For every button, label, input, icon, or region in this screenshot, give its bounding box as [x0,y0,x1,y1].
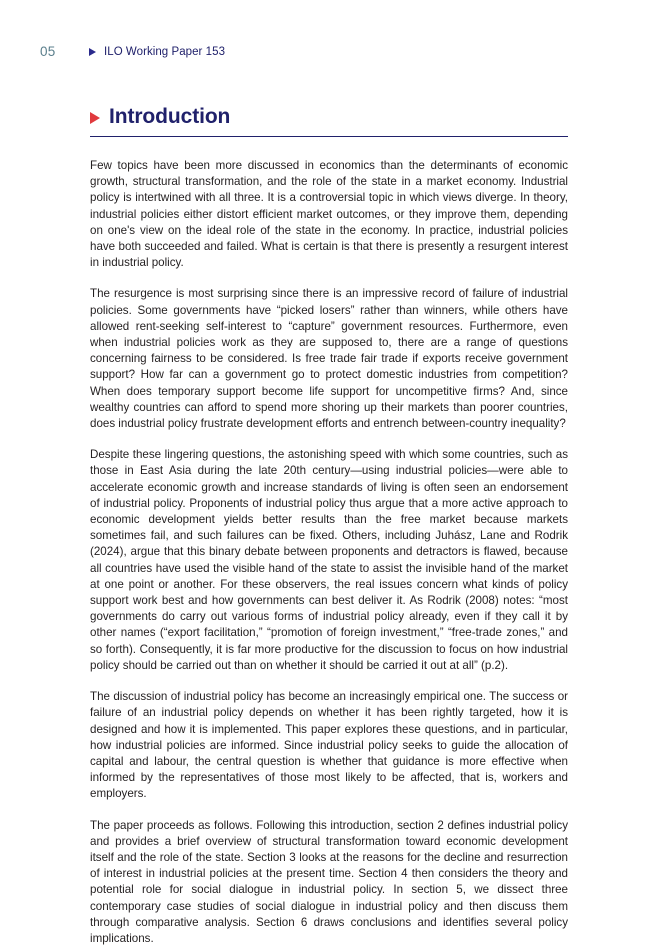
body-text-column [90,158,568,947]
running-header [0,42,662,62]
header-triangle-right-icon [89,42,96,62]
paragraph: Few topics have been more discussed in economics than the determinants of economic growth, structural transformation, and the role of the state in a market economy. Industrial policy is intertwined with all three. It is a controversial topic in which views diverge. In theory, industrial policies either distort efficient market outcomes, or they improve them, depending on one's view on the ideal role of the state in the economy. In practice, industrial policies have both succeeded and failed. What is certain is that there is presently a resurgent interest in industrial policy. [90,159,568,270]
section-triangle-right-icon [90,112,100,124]
paragraph: The discussion of industrial policy has become an increasingly empirical one. The success or failure of an industrial policy depends on whether it has been rightly targeted, how it is designed and how it is implemented. This paper explores these questions, and in particular, how industrial policies are informed. Since industrial policy seeks to guide the allocation of capital and labour, the central question is whether that guidance is more effective when informed by the representatives of those most likely to be affected, that is, workers and employers. [90,690,568,801]
section-heading [90,104,568,130]
running-header-title: ILO Working Paper 153 [104,46,226,58]
page-title: Introduction [109,105,231,128]
paragraph: The resurgence is most surprising since there is an impressive record of failure of industrial policies. Some governments have “picked losers” rather than winners, while others have allowed rent-seeking self-interest to “capture” government resources. Furthermore, even when industrial policies work as they are supposed to, there are a range of questions concerning fairness to be considered. Is free trade fair trade if exports receive government support? How far can a government go to protect domestic industries from competition? When does temporary support become life support for uncompetitive firms? And, since wealthy countries can afford to spend more shoring up their markets than poorer countries, does industrial policy frustrate development efforts and entrench between-country inequality? [90,287,568,431]
page-number: 05 [40,44,56,59]
paragraph: The paper proceeds as follows. Following this introduction, section 2 defines industrial policy and provides a brief overview of structural transformation toward economic development itself and the role of the state. Section 3 looks at the reasons for the decline and resurrection of interest in industrial policies at the present time. Section 4 then considers the theory and potential role for social dialogue in industrial policy. In section 5, we dissect three contemporary case studies of social dialogue in industrial policy and then discuss them through comparative analysis. Section 6 draws conclusions and identifies several policy implications. [90,818,568,945]
heading-divider [90,136,568,137]
paragraph: Despite these lingering questions, the astonishing speed with which some countries, such as those in East Asia during the late 20th century—using industrial policies—were able to accelerate economic growth and increase standards of living is often seen an endorsement of industrial policy. Proponents of industrial policy thus argue that a more active approach to economic development yields better results than the free market because markets sometimes fail, and such failures can be fixed. Others, including Juhász, Lane and Rodrik (2024), argue that this binary debate between proponents and detractors is flawed, because all countries have used the visible hand of the state to assist the invisible hand of the market at one point or another. For these observers, the real issues concern what kinds of policy support work best and how governments can best deliver it. As Rodrik (2008) notes: “most governments do carry out various forms of industrial policy already, even if they call it by other names (“export facilitation,” “promotion of foreign investment,” “free-trade zones,” and so forth). Consequently, it is far more productive for the discussion to focus on how industrial policy should be carried out than on whether it should be carried it out at all” (p.2). [90,448,568,672]
